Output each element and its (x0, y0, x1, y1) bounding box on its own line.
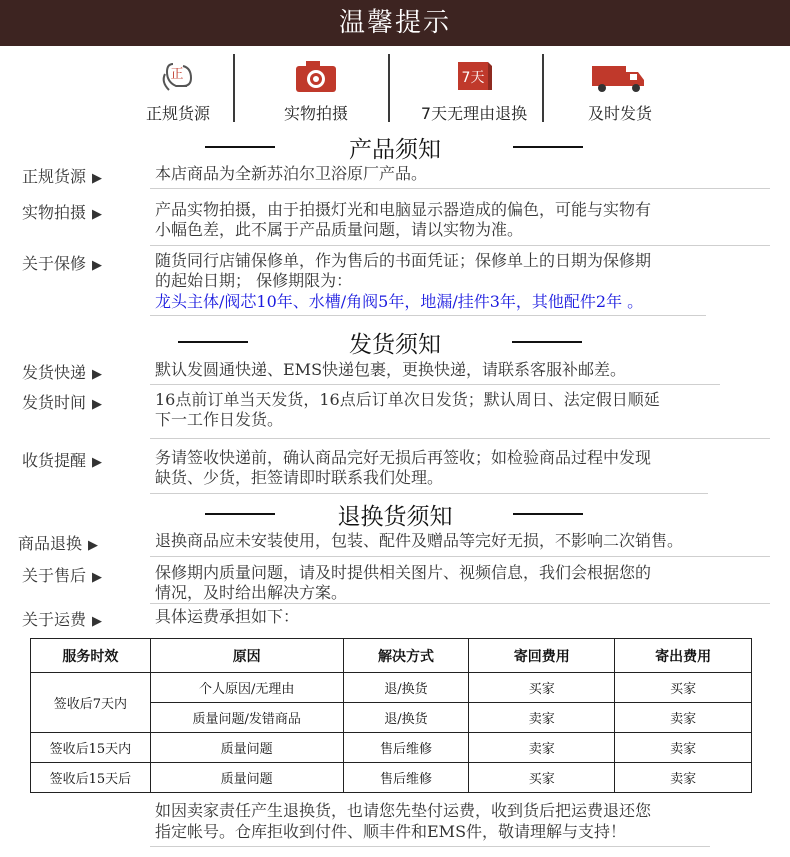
row-text-warranty: 随货同行店铺保修单，作为售后的书面凭证；保修单上的日期为保修期 的起始日期； 保修期限为： (155, 251, 652, 290)
row-divider (150, 384, 720, 385)
triangle-icon: ▶ (92, 397, 103, 412)
table-row (31, 673, 752, 703)
row-divider (150, 556, 770, 557)
row-label-shipping-fee: 关于运费 ▶ (22, 610, 103, 629)
triangle-icon: ▶ (92, 207, 103, 222)
table-cell-solution: 退/换货 (343, 673, 469, 703)
table-cell-solution: 售后维修 (343, 763, 469, 793)
footer-divider (150, 846, 710, 847)
genuine-badge: 正 (170, 67, 184, 82)
table-cell-reason: 质量问题/发错商品 (150, 703, 343, 733)
row-divider (150, 438, 770, 439)
row-divider (150, 493, 708, 494)
triangle-icon: ▶ (92, 171, 103, 186)
row-divider (150, 603, 770, 604)
row-label-warranty: 关于保修 ▶ (22, 254, 103, 273)
row-text-receipt: 务请签收快递前，确认商品完好无损后再签收；如检验商品过程中发现 缺货、少货，拒签请即时联系我们处理。 (155, 448, 652, 487)
table-cell-return-fee: 卖家 (469, 733, 615, 763)
table-header-cell: 服务时效 (31, 639, 151, 673)
feature-separator (233, 54, 235, 122)
table-cell-solution: 售后维修 (343, 733, 469, 763)
table-cell-reason: 个人原因/无理由 (150, 673, 343, 703)
table-row (31, 763, 752, 793)
section-rule (513, 513, 583, 515)
section-rule (513, 146, 583, 148)
return-7-days-icon (452, 56, 496, 96)
table-cell-return-fee: 买家 (469, 673, 615, 703)
row-divider (150, 188, 770, 189)
table-cell-solution: 退/换货 (343, 703, 469, 733)
section-title-returns: 退换货须知 (337, 504, 453, 530)
row-text-photo: 产品实物拍摄，由于拍摄灯光和电脑显示器造成的偏色，可能与实物有 小幅色差，此不属于产品质量问题，请以实物为准。 (155, 200, 652, 239)
feature-separator (388, 54, 390, 122)
table-cell-reason: 质量问题 (150, 733, 343, 763)
triangle-icon: ▶ (92, 455, 103, 470)
footer-note: 如因卖家责任产生退换货，也请您先垫付运费，收到货后把运费退还您 指定帐号。仓库拒收到付件、顺丰件和EMS件，敬请理解与支持！ (155, 801, 652, 841)
section-title-shipping: 发货须知 (349, 332, 441, 358)
row-text-ship-time: 16点前订单当天发货，16点后订单次日发货；默认周日、法定假日顺延 下一工作日发货。 (155, 390, 660, 429)
row-label-after-sales: 关于售后 ▶ (22, 566, 103, 585)
table-cell-send-fee: 卖家 (615, 733, 752, 763)
row-text-exchange: 退换商品应未安装使用，包装、配件及赠品等完好无损，不影响二次销售。 (155, 531, 684, 550)
feature-separator (542, 54, 544, 122)
row-divider (150, 245, 770, 246)
row-text-shipping-fee: 具体运费承担如下： (155, 607, 300, 626)
header-bar (0, 0, 790, 46)
row-label-courier: 发货快递 ▶ (22, 363, 103, 382)
row-label-exchange: 商品退换 ▶ (18, 534, 99, 553)
table-row (31, 733, 752, 763)
camera-icon (290, 56, 342, 96)
table-header-cell: 解决方式 (343, 639, 469, 673)
section-title-product: 产品须知 (349, 137, 441, 163)
table-cell-period: 签收后15天后 (31, 763, 151, 793)
row-label-photo: 实物拍摄 ▶ (22, 203, 103, 222)
table-cell-period: 签收后7天内 (31, 673, 151, 733)
table-cell-return-fee: 买家 (469, 763, 615, 793)
return-badge: 7天 (461, 70, 485, 86)
truck-icon (586, 56, 656, 96)
row-text-courier: 默认发圆通快递、EMS快递包裹，更换快递，请联系客服补邮差。 (155, 360, 627, 379)
table-cell-send-fee: 卖家 (615, 703, 752, 733)
triangle-icon: ▶ (92, 570, 103, 585)
triangle-icon: ▶ (92, 367, 103, 382)
page-title: 温馨提示 (338, 8, 451, 38)
table-header-row (31, 639, 752, 673)
row-label-genuine: 正规货源 ▶ (22, 167, 103, 186)
table-cell-reason: 质量问题 (150, 763, 343, 793)
triangle-icon: ▶ (92, 258, 103, 273)
table-cell-return-fee: 卖家 (469, 703, 615, 733)
table-cell-period: 签收后15天内 (31, 733, 151, 763)
row-text-after-sales: 保修期内质量问题，请及时提供相关图片、视频信息，我们会根据您的 情况，及时给出解决方案。 (155, 563, 652, 602)
triangle-icon: ▶ (92, 614, 103, 629)
table-header-cell: 寄出费用 (615, 639, 752, 673)
warranty-period-highlight: 龙头主体/阀芯10年、水槽/角阀5年，地漏/挂件3年，其他配件2年 。 (155, 292, 644, 311)
genuine-icon (143, 56, 213, 96)
triangle-icon: ▶ (88, 538, 99, 553)
feature-return-label: 7天无理由退换 (420, 104, 528, 123)
table-header-cell: 寄回费用 (469, 639, 615, 673)
row-label-receipt: 收货提醒 ▶ (22, 451, 103, 470)
feature-photo-label: 实物拍摄 (283, 104, 348, 123)
shipping-fee-table (30, 638, 752, 793)
feature-genuine-label: 正规货源 (145, 104, 210, 123)
row-label-ship-time: 发货时间 ▶ (22, 393, 103, 412)
table-cell-send-fee: 买家 (615, 673, 752, 703)
row-text-genuine: 本店商品为全新苏泊尔卫浴原厂产品。 (155, 164, 428, 183)
section-rule (512, 341, 582, 343)
row-divider (150, 315, 706, 316)
table-cell-send-fee: 卖家 (615, 763, 752, 793)
feature-delivery-label: 及时发货 (587, 104, 652, 123)
table-header-cell: 原因 (150, 639, 343, 673)
